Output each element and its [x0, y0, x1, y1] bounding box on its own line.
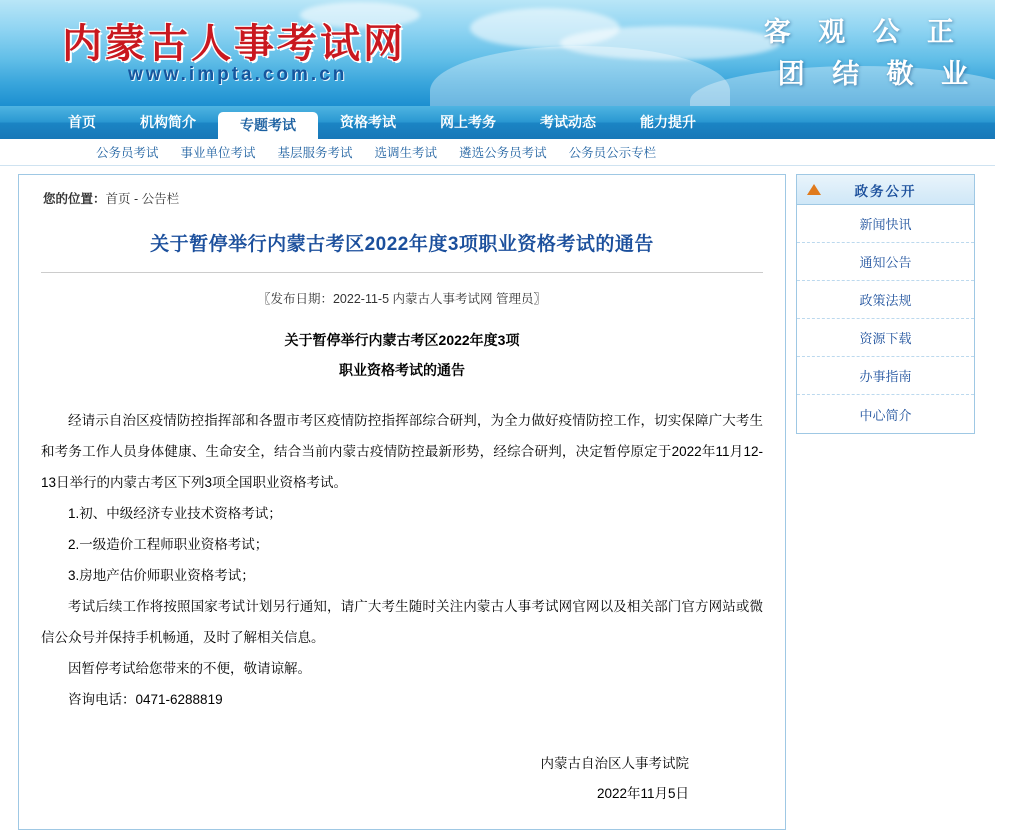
article-paragraph: 因暂停考试给您带来的不便，敬请谅解。	[68, 661, 311, 676]
signature-date: 2022年11月5日	[596, 786, 689, 801]
banner-slogan-line2: 团 结 敬 业	[777, 59, 977, 90]
nav-item-qualification-exam[interactable]: 资格考试	[340, 114, 396, 130]
site-logo-title[interactable]: 内蒙古人事考试网	[62, 20, 406, 67]
article-subtitle-line1: 关于暂停举行内蒙古考区2022年度3项	[284, 332, 520, 348]
sidebar-header	[797, 175, 974, 205]
page-title: 关于暂停举行内蒙古考区2022年度3项职业资格考试的通告	[41, 217, 763, 273]
banner-slogan-line1: 客 观 公 正	[763, 17, 963, 48]
subnav-item-civil-servant[interactable]: 公务员考试	[96, 146, 159, 160]
article-subtitle-line2: 职业资格考试的通告	[339, 362, 465, 378]
article-paragraph: 1.初、中级经济专业技术资格考试；	[68, 506, 282, 521]
breadcrumb-prefix: 您的位置：	[43, 192, 106, 206]
site-url: www.impta.com.cn	[128, 64, 348, 85]
breadcrumb-path[interactable]: 首页 - 公告栏	[105, 192, 180, 206]
main-navigation	[0, 106, 995, 139]
subnav-item-selection[interactable]: 遴选公务员考试	[459, 146, 547, 160]
nav-item-about[interactable]: 机构简介	[140, 114, 196, 130]
article-body	[41, 385, 763, 715]
nav-item-ability[interactable]: 能力提升	[640, 114, 696, 130]
sidebar	[796, 174, 975, 434]
nav-item-exam-news[interactable]: 考试动态	[540, 114, 596, 130]
article-signature	[41, 715, 763, 809]
content-area	[0, 166, 995, 830]
subnav-item-institution[interactable]: 事业单位考试	[180, 146, 256, 160]
sidebar-item-center-intro[interactable]: 中心简介	[797, 395, 974, 433]
triangle-icon	[807, 184, 821, 195]
article-panel	[18, 174, 786, 830]
sidebar-item-policies[interactable]: 政策法规	[797, 281, 974, 319]
sidebar-item-guide[interactable]: 办事指南	[797, 357, 974, 395]
sidebar-item-downloads[interactable]: 资源下载	[797, 319, 974, 357]
article-paragraph: 3.房地产估价师职业资格考试；	[68, 568, 255, 583]
sub-navigation	[0, 139, 995, 166]
article-paragraph: 经请示自治区疫情防控指挥部和各盟市考区疫情防控指挥部综合研判，为全力做好疫情防控工作，切实保障广大考生和考务工作人员身体健康、生命安全，结合当前内蒙古疫情防控最新形势，经综合研判，决定暂停原定于2022年11月12-13日举行的内蒙古考区下列3项全国职业资格考试。	[41, 413, 763, 490]
nav-item-special-exam[interactable]: 专题考试	[218, 112, 318, 139]
sidebar-title: 政务公开	[854, 183, 917, 199]
subnav-item-grassroots[interactable]: 基层服务考试	[277, 146, 353, 160]
site-banner	[0, 0, 995, 106]
sidebar-item-announcements[interactable]: 通知公告	[797, 243, 974, 281]
nav-item-online-affairs[interactable]: 网上考务	[440, 114, 496, 130]
article-meta: 〖发布日期：2022-11-5 内蒙古人事考试网 管理员〗	[257, 292, 546, 306]
nav-item-home[interactable]: 首页	[68, 114, 96, 130]
article-paragraph: 考试后续工作将按照国家考试计划另行通知，请广大考生随时关注内蒙古人事考试网官网以及相关部门官方网站或微信公众号并保持手机畅通，及时了解相关信息。	[41, 599, 763, 645]
article-paragraph: 2.一级造价工程师职业资格考试；	[68, 537, 269, 552]
article-paragraph-phone: 咨询电话：0471-6288819	[68, 692, 223, 707]
subnav-item-selected-student[interactable]: 选调生考试	[374, 146, 438, 160]
subnav-item-publicity[interactable]: 公务员公示专栏	[568, 146, 657, 160]
sidebar-item-news[interactable]: 新闻快讯	[797, 205, 974, 243]
signature-org: 内蒙古自治区人事考试院	[540, 756, 689, 771]
breadcrumb	[41, 185, 763, 217]
